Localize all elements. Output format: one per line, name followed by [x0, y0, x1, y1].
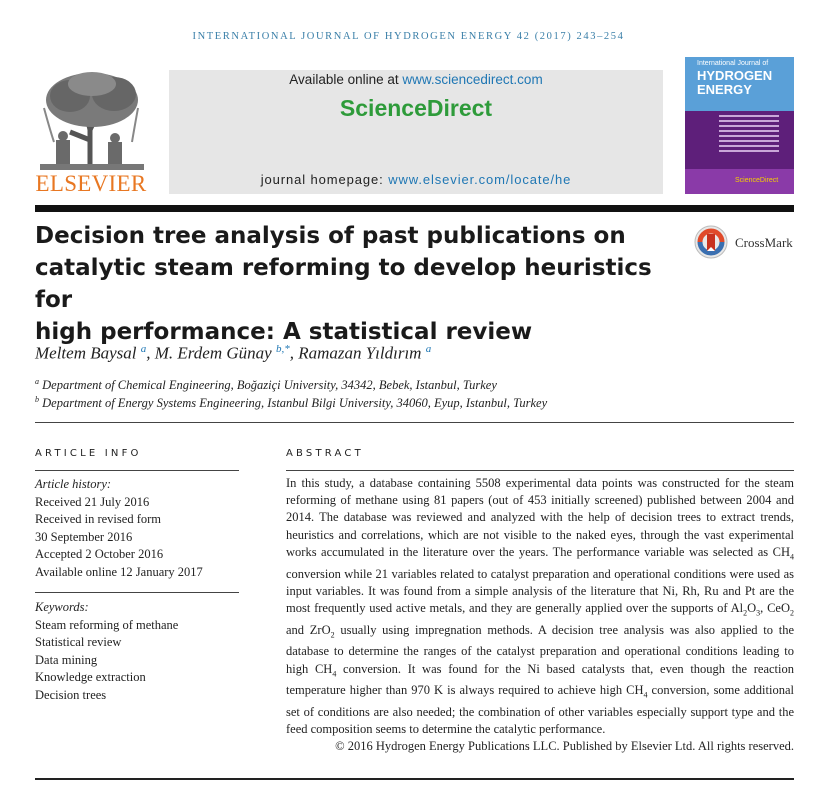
title-line-3: high performance: A statistical review: [35, 319, 533, 345]
sciencedirect-link[interactable]: www.sciencedirect.com: [402, 72, 543, 87]
keyword-item: Knowledge extraction: [35, 670, 146, 685]
copyright-notice: © 2016 Hydrogen Energy Publications LLC. Published by Elsevier Ltd. All rights reserved.: [335, 739, 794, 754]
author-affiliation-mark[interactable]: b,*: [275, 343, 290, 355]
separator: ,: [760, 600, 768, 615]
available-online: [169, 72, 663, 87]
sciencedirect-banner: [169, 70, 663, 194]
history-item: Accepted 2 October 2016: [35, 547, 164, 562]
history-item: Received 21 July 2016: [35, 494, 150, 509]
keyword-item: Decision trees: [35, 687, 107, 702]
affiliation-text: Department of Chemical Engineering, Boğaziçi University, 34342, Bebek, Istanbul, Turkey: [42, 378, 497, 393]
abstract-heading: ABSTRACT: [286, 448, 364, 459]
chem-sub: 2: [743, 608, 748, 618]
author-separator: ,: [289, 343, 299, 363]
abstract-rule: [286, 470, 794, 471]
title-line-1: Decision tree analysis of past publications on: [35, 223, 626, 249]
chem-ch4: CH: [626, 683, 644, 698]
elsevier-wordmark: ELSEVIER: [35, 171, 147, 196]
chem-ceo2: CeO: [767, 600, 790, 615]
chem-sub: 4: [790, 552, 794, 562]
journal-header: INTERNATIONAL JOURNAL OF HYDROGEN ENERGY 42 (2017) 243–254: [192, 31, 625, 42]
affiliation: [35, 377, 497, 393]
cover-publisher: ScienceDirect: [735, 177, 779, 184]
chem-sub: 3: [756, 608, 761, 618]
crossmark-icon: [694, 225, 728, 259]
abstract-part: usually using impregnation methods. A decision tree analysis was also applied to the database to determine the ranges of the catalyst preparation and operational conditions leading to high: [286, 622, 794, 676]
separator: and: [286, 622, 310, 637]
affiliation: [35, 395, 547, 411]
crossmark-label: CrossMark: [735, 235, 793, 250]
cover-title-small: International Journal of: [697, 60, 769, 67]
affiliation-divider: [35, 422, 794, 423]
keyword-item: Data mining: [35, 652, 98, 667]
article-info-rule: [35, 470, 239, 471]
elsevier-logo[interactable]: [35, 70, 147, 196]
chem-sub: 2: [790, 608, 794, 618]
author-list: [35, 343, 431, 364]
history-item: Received in revised form: [35, 512, 161, 527]
article-history: [35, 476, 203, 582]
cover-title-large: [697, 69, 772, 97]
chem-sub: 4: [332, 669, 337, 679]
author-affiliation-mark[interactable]: a: [425, 343, 432, 355]
journal-cover[interactable]: [685, 57, 794, 194]
chem-sub: 2: [330, 630, 335, 640]
author-name[interactable]: Meltem Baysal: [35, 343, 137, 363]
cover-editors: [719, 115, 779, 155]
journal-homepage: [169, 172, 663, 187]
chem-ch4: CH: [314, 661, 333, 676]
chem-al2o3: O: [747, 600, 757, 615]
author-affiliation-mark[interactable]: a: [140, 343, 147, 355]
history-item: 30 September 2016: [35, 529, 133, 544]
homepage-link[interactable]: www.elsevier.com/locate/he: [388, 172, 572, 187]
author-name[interactable]: Ramazan Yıldırım: [298, 343, 422, 363]
author-separator: ,: [146, 343, 155, 363]
abstract-part: In this study, a database containing 5508 experimental data points was constructed for the steam reforming of methane using 81 papers (out of 453 initially screened) published between 2004 and 2014. The database was reviewed and analyzed with the help of decision trees to extract trends, heuristics and correlations, which are not visible to the naked eyes, through the vast experimental works accumulated in the literature over the years. The performance variable was selected as: [286, 476, 794, 559]
homepage-prefix: journal homepage:: [260, 172, 389, 187]
header-divider: [35, 205, 794, 212]
affiliation-mark: a: [35, 377, 39, 386]
abstract-part: conversion. It was found for the Ni based catalysts that, even though the reaction temperature higher than 970 K is always required to achieve high: [286, 661, 794, 698]
chem-al2o3: Al: [730, 600, 744, 615]
title-line-2: catalytic steam reforming to develop heuristics for: [35, 255, 652, 313]
keyword-item: Statistical review: [35, 635, 122, 650]
sciencedirect-brand[interactable]: ScienceDirect: [339, 95, 493, 121]
affiliation-mark: b: [35, 395, 39, 404]
cover-title-line2: ENERGY: [697, 82, 752, 97]
author-name[interactable]: M. Erdem Günay: [154, 343, 272, 363]
footer-divider: [35, 778, 794, 780]
cover-title-line1: HYDROGEN: [697, 68, 773, 83]
keywords-rule: [35, 592, 239, 593]
abstract-part: conversion, some additional set of conditions are also needed; the combination of other variables especially support type and the feed composition seems to determine the catalytic performance.: [286, 683, 794, 737]
crossmark-badge[interactable]: [694, 225, 804, 265]
chem-zro2: ZrO: [309, 622, 331, 637]
chem-sub: 4: [643, 690, 648, 700]
available-prefix: Available online at: [289, 72, 403, 87]
abstract-text: [286, 475, 794, 756]
elsevier-tree-icon: [40, 70, 144, 170]
affiliation-text: Department of Energy Systems Engineering, Istanbul Bilgi University, 34060, Eyup, Istanbul, Turkey: [42, 396, 548, 411]
keywords: [35, 599, 178, 705]
article-title: [35, 220, 685, 348]
abstract-part: conversion while 21 variables related to catalyst preparation and operational conditions were used as input variables. It was found from a simple analysis of the literature that Ni, Rh, Ru and Pt are the most frequently used active metals, and they are generally applied over the supports of: [286, 566, 794, 615]
history-label: Article history:: [35, 477, 112, 491]
article-info-heading: ARTICLE INFO: [35, 448, 142, 459]
history-item: Available online 12 January 2017: [35, 564, 203, 579]
keywords-label: Keywords:: [35, 600, 89, 614]
chem-ch4: CH: [772, 544, 790, 559]
keyword-item: Steam reforming of methane: [35, 617, 179, 632]
